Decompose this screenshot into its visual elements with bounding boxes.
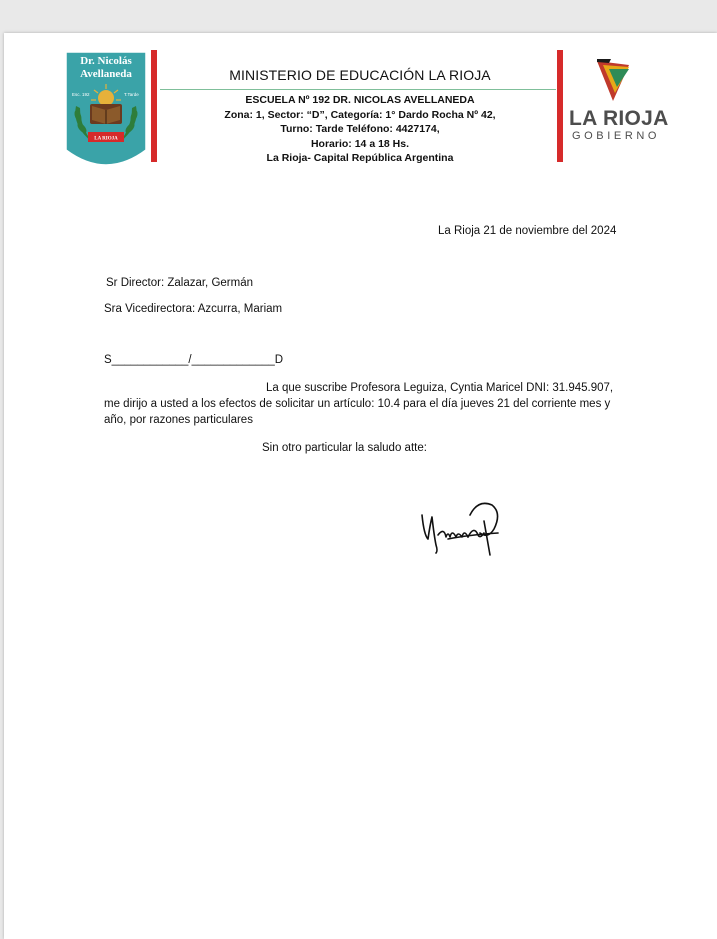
- crest-name-line1: Dr. Nicolás: [80, 55, 132, 67]
- book-icon: [90, 104, 122, 124]
- crest-ribbon-text: LA RIOJA: [94, 136, 118, 142]
- letter-closing: Sin otro particular la saludo atte:: [262, 442, 427, 454]
- la-rioja-emblem-icon: [595, 57, 635, 103]
- letter-date: La Rioja 21 de noviembre del 2024: [438, 225, 617, 237]
- gov-logo-subtitle: GOBIERNO: [572, 130, 661, 142]
- crest-badge-left: Esc. 192: [72, 92, 90, 97]
- signature-image: [418, 495, 504, 557]
- school-info: [160, 93, 560, 166]
- letter-body: [104, 380, 624, 428]
- header-red-bar-left: [151, 50, 157, 162]
- addressee-director: Sr Director: Zalazar, Germán: [106, 277, 253, 289]
- crest-name-line2: Avellaneda: [80, 68, 132, 80]
- sd-line: S____________/_____________D: [104, 354, 284, 366]
- school-line: La Rioja- Capital República Argentina: [266, 152, 454, 164]
- addressee-vice-director: Sra Vicedirectora: Azcurra, Mariam: [104, 303, 283, 315]
- header-rule: [160, 89, 556, 90]
- letter-page: [4, 33, 717, 939]
- letter-body-first-line: La que suscribe Profesora Leguiza, Cyntia Maricel DNI: 31.945.907,: [266, 382, 614, 394]
- school-line: Horario: 14 a 18 Hs.: [310, 137, 410, 150]
- letter-body-rest: me dirijo a usted a los efectos de solicitar un artículo: 10.4 para el día jueves 21 del corriente mes y año, por razones particulares: [104, 398, 611, 426]
- school-line: Zona: 1, Sector: “D”, Categoría: 1° Dardo Rocha Nº 42,: [224, 108, 496, 121]
- gov-logo-name: LA RIOJA: [569, 107, 669, 130]
- ministry-title: MINISTERIO DE EDUCACIÓN LA RIOJA: [229, 67, 491, 83]
- school-crest-logo: [62, 50, 150, 176]
- school-line: Turno: Tarde Teléfono: 4427174,: [280, 123, 440, 135]
- school-line: ESCUELA Nº 192 DR. NICOLAS AVELLANEDA: [245, 94, 475, 106]
- crest-badge-right: T.Tarde: [124, 92, 139, 97]
